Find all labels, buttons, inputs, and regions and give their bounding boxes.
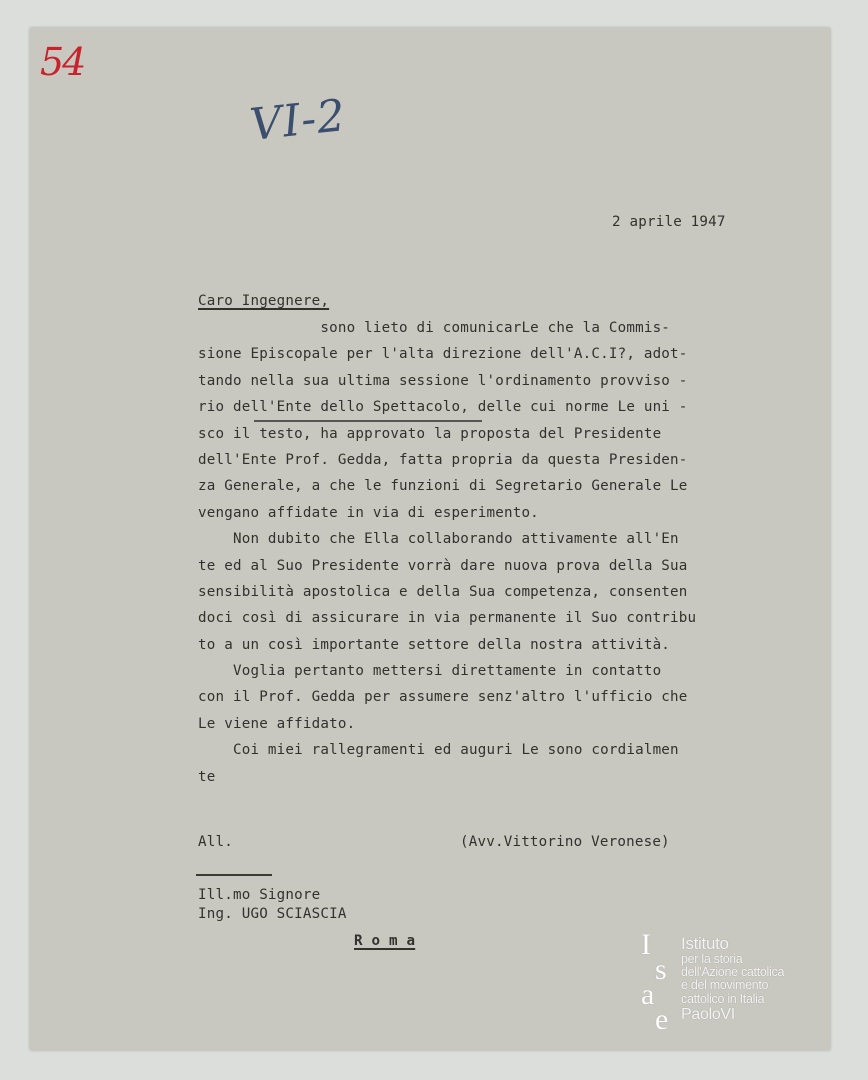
body-line: te ed al Suo Presidente vorrà dare nuova prova della Sua [198,557,688,574]
logo-letter: a [641,978,655,1011]
body-line: Non dubito che Ella collaborando attivamente all'En [198,531,679,548]
body-line: te [198,768,216,785]
logo-letter: e [655,1003,669,1036]
body-line: sco il testo, ha approvato la proposta del Presidente [198,425,662,442]
body-line: to a un così importante settore della nostra attività. [198,636,671,653]
hand-underline [254,420,482,422]
addressee-city: R o m a [354,933,416,949]
logo-monogram [641,928,679,1036]
body-line: con il Prof. Gedda per assumere senz'altro l'ufficio che [198,689,688,706]
addressee-title: Ill.mo Signore [198,887,321,903]
letter-date: 2 aprile 1947 [612,214,726,230]
archive-number-handwritten: 54 [40,40,85,84]
body-line: Le viene affidato. [198,715,356,732]
logo-text-line: per la storia [681,952,743,966]
body-line: rio dell'Ente dello Spettacolo, delle cui norme Le uni - [198,399,688,416]
address-divider [196,874,272,876]
logo-text-line: cattolico in Italia [681,991,765,1006]
salutation: Caro Ingegnere, [198,293,330,309]
body-line: Voglia pertanto mettersi direttamente in contatto [198,663,662,680]
body-line: vengano affidate in via di esperimento. [198,504,539,521]
body-line: doci così di assicurare in via permanente il Suo contribu [198,610,697,627]
logo-text-line: e del movimento [681,978,769,993]
signature-line: (Avv.Vittorino Veronese) [460,834,670,850]
logo-letter: s [655,953,667,986]
body-line: sensibilità apostolica e della Sua competenza, consenten [198,583,688,600]
logo-letter: I [641,928,651,961]
body-line: sione Episcopale per l'alta direzione dell'A.C.I?, adot- [198,346,688,363]
letter-body [198,315,758,790]
logo-text-line: PaoloVI [681,1005,735,1023]
body-line: dell'Ente Prof. Gedda, fatta propria da questa Presiden- [198,451,688,468]
enclosure-note: All. [198,834,233,850]
body-line: Coi miei rallegramenti ed auguri Le sono cordialmen [198,742,679,759]
body-line: tando nella sua ultima sessione l'ordinamento provviso - [198,372,688,389]
file-reference-handwritten: VI-2 [247,90,349,151]
logo-caption [681,934,784,1024]
logo-text-line: dell'Azione cattolica [681,965,785,980]
body-line: sono lieto di comunicarLe che la Commis- [198,320,671,336]
isacem-logo [641,928,791,1036]
addressee-name: Ing. UGO SCIASCIA [198,906,347,922]
body-line: za Generale, a che le funzioni di Segretario Generale Le [198,478,688,495]
logo-text-line: Istituto [681,934,729,953]
